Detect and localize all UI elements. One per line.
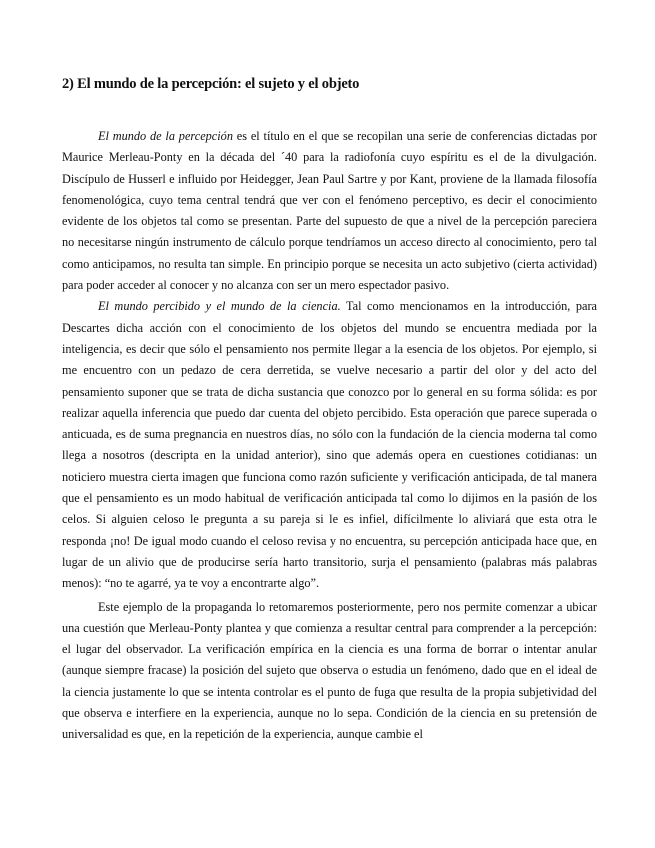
paragraph-3 bbox=[62, 597, 597, 746]
section-heading: 2) El mundo de la percepción: el sujeto y el objeto bbox=[62, 76, 360, 92]
body-text bbox=[62, 126, 597, 746]
paragraph-2-italic-lead: El mundo percibido y el mundo de la ciencia. bbox=[98, 299, 341, 314]
paragraph-2-text: Tal como mencionamos en la introducción, para Descartes dicha acción con el conocimiento de los objetos del mundo se encuentra mediada por la inteligencia, es decir que sólo el pensamiento nos permite llegar a la esencia de los objetos. Por ejemplo, si me encuentro con un pedazo de cera derretida, se vuelve necesario a partir del olor y del acto del pensamiento suponer que se trata de dicha sustancia que conozco por lo general en su forma sólida: es por realizar aquella inferencia que puedo dar cuenta del objeto percibido. Esta operación que parece superada o anticuada, es de suma pregnancia en nuestros días, no sólo con la fundación de la ciencia moderna tal como llega a nosotros (descripta en la unidad anterior), sino que además opera en cuestiones cotidianas: un noticiero muestra cierta imagen que funciona como razón suficiente y verificación anticipada, de tal manera que el pensamiento es un modo habitual de verificación anticipada tal como lo dijimos en la pasión de los celos. Si alguien celoso le pregunta a su pareja si le es infiel, difícilmente lo aliviará que esta otra le responda ¡no! De igual modo cuando el celoso revisa y no encuentra, su percepción anticipada hace que, en lugar de un alivio que de producirse sería harto transitorio, surja el pensamiento (palabras más palabras menos): “no te agarré, ya te voy a encontrarte algo”. bbox=[62, 299, 597, 591]
paragraph-1 bbox=[62, 126, 597, 296]
paragraph-1-text: es el título en el que se recopilan una serie de conferencias dictadas por Maurice Merleau-Ponty en la década del ´40 para la radiofonía cuyo espíritu es el de la divulgación. Discípulo de Husserl e influido por Heidegger, Jean Paul Sartre y por Kant, proviene de la llamada filosofía fenomenológica, cuyo tema central tendrá que ver con el fenómeno perceptivo, es decir el conocimiento evidente de los objetos tal como se presentan. Parte del supuesto de que a nivel de la percepción pareciera no necesitarse ningún instrumento de cálculo porque tendríamos un acceso directo al conocimiento, pero tal como anticipamos, no resulta tan simple. En principio porque se necesita un acto subjetivo (cierta actividad) para poder acceder al conocer y no alcanza con ser un mero espectador pasivo. bbox=[62, 129, 597, 293]
paragraph-1-italic-lead: El mundo de la percepción bbox=[98, 129, 233, 143]
paragraph-2 bbox=[62, 296, 597, 594]
paragraph-3-text: Este ejemplo de la propaganda lo retomaremos posteriormente, pero nos permite comenzar a ubicar una cuestión que Merleau-Ponty plantea y que comienza a resultar central para comprender a la percepción: el lugar del observador. La verificación empírica en la ciencia es una forma de borrar o intentar anular (aunque siempre fracase) la posición del sujeto que observa o estudia un fenómeno, dado que en el ideal de la ciencia justamente lo que se intenta controlar es el punto de fuga que resulta de la propia subjetividad del que observa e interfiere en la experiencia, aunque no lo sepa. Condición de la ciencia en su pretensión de universalidad es que, en la repetición de la experiencia, aunque cambie el bbox=[62, 599, 597, 742]
